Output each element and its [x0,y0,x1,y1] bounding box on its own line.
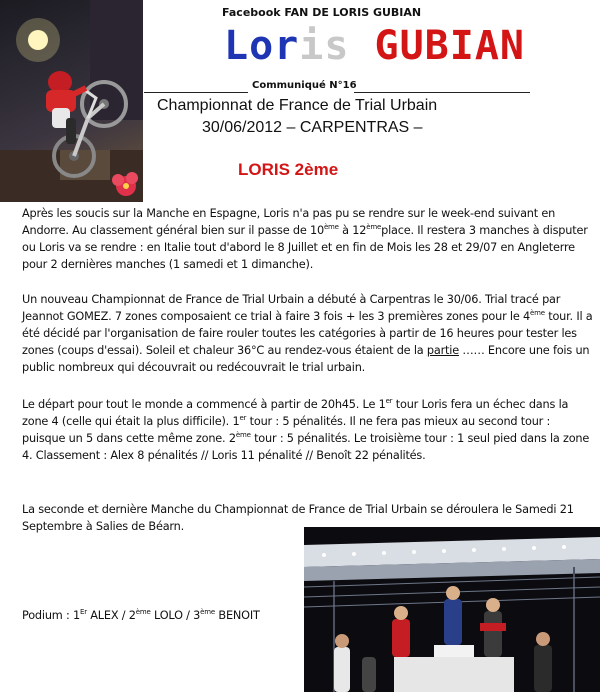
p3-sup-1: er [385,397,393,406]
podium-photo [304,527,600,692]
p2-sup-1: ème [530,309,545,318]
p3-text-c: tour : 5 pénalités. Il ne fera pas mieux au second tour : puisque un 5 dans cette même zone. 2 [22,415,551,445]
p3-text-b: tour Loris fera un échec dans la zone 4 (celle qui était la plus difficile). 1 [22,398,569,428]
p4-text: La seconde et dernière Manche du Championnat de France de Trial Urbain se déroulera le Samedi 21 Septembre à Salies de Béarn. [22,503,574,533]
brand-part-3: GUBIAN [374,23,526,69]
p2-text-b: tour. Il a été décidé par l'organisation de faire rouler toutes les catégories à partir de 16 heures pour tester les zones (coups d'essai). Soleil et chaleur 36°C au rendez-vous étaient de la [22,310,593,357]
p1-sup-2: ème [366,223,382,232]
p3-sup-2: er [239,414,247,423]
p2-underlined: partie [426,344,459,357]
podium-text-b: ALEX / 2 [86,608,136,622]
podium-text-d: BENOIT [215,608,260,622]
rule-left [144,92,248,93]
brand-part-2: is [299,23,350,69]
p3-sup-3: ème [235,431,251,440]
event-title: Championnat de France de Trial Urbain [157,97,438,114]
paragraph-1 [22,205,594,273]
event-date-place: 30/06/2012 – CARPENTRAS – [202,119,423,136]
rider-photo [0,0,143,202]
paragraph-3 [22,396,594,464]
podium-text-c: LOLO / 3 [150,608,201,622]
facebook-label: Facebook FAN DE LORIS GUBIAN [222,6,422,19]
p1-text-b: à 12 [338,224,367,237]
communique-line [144,80,530,94]
p2-text-c: …… Encore une fois un public nombreux qui découvrait ou redécouvrait le trial urbain. [22,344,590,374]
p3-text-a: Le départ pour tout le monde a commencé à partir de 20h45. Le 1 [22,398,386,411]
podium-sup-3: ème [200,608,215,616]
podium-text-a: Podium : 1 [22,608,80,622]
communique-number: Communiqué N°16 [252,80,357,91]
podium-sup-2: ème [135,608,151,616]
paragraph-2 [22,291,594,376]
podium-sup-1: Er [79,608,87,616]
p3-text-d: tour : 5 pénalités. Le troisième tour : 1 seul pied dans la zone 4. Classement : Alex 8 pénalités // Loris 11 pénalité // Benoît 22 pénalités. [22,432,590,462]
p1-text-a: Après les soucis sur la Manche en Espagne, Loris n'a pas pu se rendre sur le week-end suivant en Andorre. Au classement général bien sur il passe de 10 [22,207,556,237]
p1-sup-1: ème [323,223,339,232]
rule-right [354,92,530,93]
result-heading: LORIS 2ème [238,160,339,179]
brand-part-1: Lor [224,23,300,69]
podium-line [22,608,260,622]
brand-logo [224,23,526,69]
p1-text-c: place. Il restera 3 manches à disputer ou Loris va se rendre : en Italie tout d'abord le 8 Juillet et en fin de Mois les 28 et 29/07 en Angleterre pour 2 dernières manches (1 samedi et 1 dimanche). [22,224,588,271]
p2-text-a: Un nouveau Championnat de France de Trial Urbain a débuté à Carpentras le 30/06. Trial tracé par Jeannot GOMEZ. 7 zones composaient ce trial à faire 3 fois + les 3 premières zones pour le 4 [22,293,561,323]
